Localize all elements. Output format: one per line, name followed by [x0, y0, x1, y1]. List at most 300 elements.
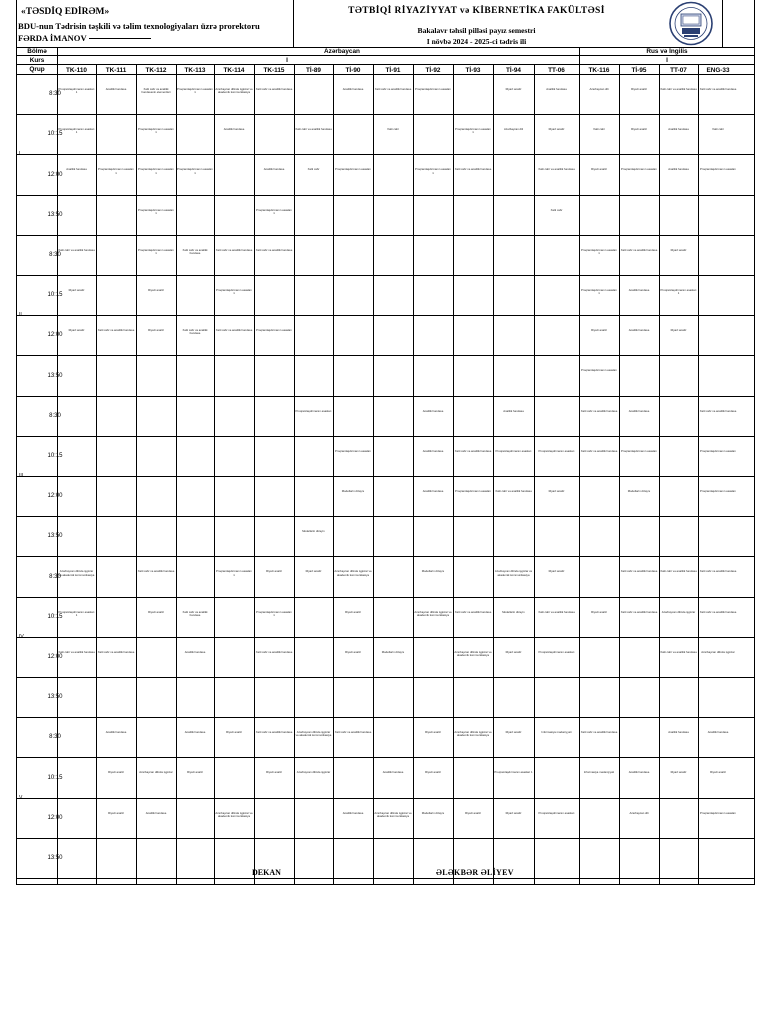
class-subject: Analitik həndəsə [628, 771, 650, 775]
column-divider [373, 65, 374, 884]
class-subject: Analitik həndəsə [628, 289, 650, 292]
class-entry [660, 771, 697, 785]
column-divider [534, 65, 535, 884]
class-subject: Analitik həndəsə [668, 731, 689, 735]
column-divider [413, 65, 414, 884]
study-term: I növbə 2024 - 2025-ci tədris ili [426, 37, 527, 46]
class-subject: Xətti cəbr və analitik həndəsə [182, 610, 208, 617]
class-subject: Xətti cəbr [387, 128, 399, 132]
class-entry [699, 490, 737, 504]
day-label: II [19, 312, 22, 319]
class-entry [137, 168, 175, 182]
class-subject: Proqramlaşdırmanın əsasları 1 [216, 570, 252, 577]
class-subject: Proqramlaşdırmanın əsasları [295, 409, 332, 413]
class-entry [414, 168, 452, 182]
class-subject: Azərbaycan dilində işgüzar və akademik kommunikasiya [215, 811, 253, 818]
class-entry [660, 168, 697, 182]
class-entry [454, 651, 492, 665]
class-subject: Riyazi analiz [548, 128, 565, 132]
class-subject: Proqramlaşdırmanın əsasları [538, 449, 575, 453]
class-entry [494, 410, 533, 424]
class-subject: Riyazi analiz [670, 329, 687, 333]
class-subject: Proqramlaşdırmanın əsasları 1 [415, 168, 451, 175]
class-entry [58, 570, 95, 584]
class-subject: Azərbaycan dilində işgüzar və akademik kommunikasiya [215, 88, 253, 95]
class-subject: Proqramlaşdırmanın əsasları 1 [455, 128, 491, 135]
class-subject: Modellərin dizaynı [341, 490, 365, 493]
class-subject: Proqramlaşdırmanın əsasları [700, 168, 736, 172]
class-entry [620, 128, 658, 142]
class-subject: Azərbaycan dilində işgüzar [139, 771, 173, 775]
class-subject: Riyazi analiz [425, 731, 441, 735]
class-subject: Proqramlaşdırmanın əsasları [700, 811, 736, 815]
column-divider [333, 65, 334, 884]
class-subject: Azərbaycan dilində işgüzar [701, 650, 735, 654]
class-subject: Analitik həndəsə [66, 168, 87, 172]
class-entry [620, 410, 658, 424]
time-label: 12:00 [47, 493, 63, 500]
class-subject: Analitik həndəsə [628, 329, 650, 333]
class-entry [177, 168, 213, 182]
class-entry [454, 611, 492, 625]
class-entry [620, 88, 658, 102]
class-entry [535, 88, 578, 102]
class-entry [414, 570, 452, 584]
class-entry [374, 812, 412, 826]
class-entry [255, 731, 293, 745]
section-label: Bölmə [27, 48, 47, 55]
class-subject: Azərbaycan dilində işgüzar və akademik kommunikasiya [494, 570, 533, 577]
class-entry [334, 611, 372, 625]
class-subject: Xətti cəbr və analitik həndəsə [137, 570, 175, 574]
approval-block [17, 0, 294, 47]
class-subject: Azərbaycan dili [589, 88, 609, 91]
class-entry [97, 88, 135, 102]
class-subject: Xətti cəbr və analitik həndəsə [580, 449, 618, 453]
time-label: 13:50 [47, 533, 63, 540]
class-entry [454, 812, 492, 826]
group-row [17, 65, 754, 75]
time-label: 13:50 [47, 211, 63, 218]
class-entry [215, 249, 253, 263]
course-row [17, 56, 754, 65]
class-entry [255, 651, 293, 665]
class-entry [580, 88, 618, 102]
class-subject: Riyazi analiz [68, 329, 85, 333]
class-entry [97, 812, 135, 826]
class-subject: Xətti cəbr və analitik həndəsə [699, 409, 737, 413]
class-entry [535, 168, 578, 182]
class-entry [494, 490, 533, 504]
class-entry [97, 168, 135, 182]
time-label: 12:00 [47, 332, 63, 339]
class-subject: Riyazi analiz [465, 811, 481, 815]
class-subject: Analitik həndəsə [223, 128, 245, 132]
class-entry [414, 611, 452, 625]
class-entry [580, 128, 618, 142]
class-entry [58, 88, 95, 102]
class-entry [255, 249, 293, 263]
class-entry [374, 771, 412, 785]
class-subject: Xətti cəbr və analitik həndəsə [182, 329, 208, 336]
class-entry [535, 812, 578, 826]
class-entry [699, 410, 737, 424]
class-subject: Proqramlaşdırmanın əsasları [700, 490, 736, 493]
class-subject: Riyazi analiz [266, 570, 282, 574]
class-subject: Riyazi analiz [631, 88, 647, 91]
class-entry [660, 289, 697, 303]
class-subject: Azərbaycan dilində işgüzar və akademik kommunikasiya [414, 610, 452, 617]
class-entry [580, 329, 618, 343]
class-entry [414, 812, 452, 826]
class-entry [215, 731, 253, 745]
class-subject: Analitik həndəsə [668, 128, 689, 132]
time-label: 10:15 [47, 613, 63, 620]
class-entry [334, 88, 372, 102]
column-divider [294, 65, 295, 884]
class-entry [58, 249, 95, 263]
class-entry [414, 410, 452, 424]
class-entry [699, 128, 737, 142]
approval-title: «TƏSDİQ EDİRƏM» [21, 7, 110, 17]
time-label: 12:00 [47, 653, 63, 660]
class-subject: Xətti cəbr və analitik həndəsə [182, 248, 208, 256]
class-entry [535, 731, 578, 745]
column-divider [254, 65, 255, 884]
class-subject: Azərbaycan dilində işgüzar və akademik kommunikasiya [454, 731, 492, 738]
class-subject: Informasiya mədəniyyəti [583, 771, 615, 775]
class-entry [699, 450, 737, 464]
class-entry [620, 450, 658, 464]
class-entry [620, 812, 658, 826]
class-subject: Analitik həndəsə [707, 731, 729, 735]
class-entry [620, 570, 658, 584]
class-entry [414, 88, 452, 102]
class-entry [699, 651, 737, 665]
az-section-label: Azərbaycan [324, 48, 360, 55]
class-entry [660, 88, 697, 102]
class-subject: Riyazi analiz [68, 289, 85, 292]
class-subject: Xətti cəbr və analitik həndəsə [97, 329, 135, 333]
class-subject: Proqramlaşdırmanın əsasları 1 [177, 168, 213, 175]
class-subject: Xətti cəbr və analitik həndəsə [538, 168, 575, 172]
document-header [16, 0, 755, 48]
class-subject: Proqramlaşdırmanın əsasları 1 [581, 289, 617, 296]
class-entry [494, 731, 533, 745]
class-entry [137, 771, 175, 785]
class-subject: Xətti cəbr və analitik həndəsənin elementləri [141, 88, 171, 95]
class-entry [620, 329, 658, 343]
class-entry [699, 570, 737, 584]
class-subject: Proqramlaşdırmanın əsasları [538, 811, 575, 815]
class-entry [535, 570, 578, 584]
class-entry [374, 88, 412, 102]
class-entry [177, 611, 213, 625]
class-subject: Xətti cəbr və analitik həndəsə [660, 650, 697, 654]
class-subject: Proqramlaşdırmanın əsasları 1 [138, 248, 174, 256]
class-subject: Riyazi analiz [548, 570, 565, 574]
class-entry [699, 812, 737, 826]
class-entry [414, 490, 452, 504]
class-subject: Riyazi analiz [505, 88, 522, 91]
class-entry [699, 168, 737, 182]
class-entry [255, 771, 293, 785]
class-entry [494, 450, 533, 464]
class-entry [660, 249, 697, 263]
class-entry [414, 450, 452, 464]
class-entry [255, 570, 293, 584]
class-entry [580, 369, 618, 383]
ru-section-label: Rus və İngilis [646, 48, 688, 55]
class-subject: Proqramlaşdırmanın əsasları [256, 329, 292, 333]
signature-footer [16, 864, 753, 884]
class-entry [137, 289, 175, 303]
class-entry [215, 812, 253, 826]
header-right-cell [722, 0, 755, 47]
class-entry [137, 812, 175, 826]
class-entry [295, 570, 332, 584]
class-entry [255, 209, 293, 223]
class-subject: Riyazi analiz [425, 771, 441, 775]
class-subject: Xətti cəbr və analitik həndəsə [660, 88, 697, 91]
class-entry [177, 651, 213, 665]
class-entry [97, 771, 135, 785]
class-entry [137, 611, 175, 625]
class-subject: Riyazi analiz [305, 570, 322, 574]
class-subject: Proqramlaşdırmanın əsasları 1 [138, 168, 174, 175]
class-entry [58, 168, 95, 182]
time-label: 10:15 [47, 292, 63, 299]
class-entry [215, 329, 253, 343]
class-entry [58, 128, 95, 142]
dean-title: DEKAN [252, 868, 281, 877]
class-subject: Xətti cəbr və analitik həndəsə [699, 88, 737, 91]
class-subject: Azərbaycan dilində işgüzar [296, 771, 331, 775]
class-entry [334, 570, 372, 584]
class-entry [580, 611, 618, 625]
class-entry [295, 410, 332, 424]
class-subject: Xətti cəbr və analitik həndəsə [454, 168, 492, 172]
class-subject: Xətti cəbr və analitik həndəsə [620, 248, 658, 252]
column-divider [176, 65, 177, 884]
group-header: TT-07 [670, 67, 687, 74]
class-subject: Proqramlaşdırmanın əsasları [581, 369, 617, 373]
class-entry [414, 771, 452, 785]
class-entry [494, 128, 533, 142]
class-subject: Analitik həndəsə [422, 409, 444, 413]
column-divider [493, 65, 494, 884]
time-label: 8:30 [49, 251, 61, 258]
course-label: Kurs [29, 57, 45, 64]
class-subject: Xətti cəbr və analitik həndəsə [620, 570, 658, 574]
class-entry [580, 771, 618, 785]
time-label: 10:15 [47, 452, 63, 459]
faculty-name: TƏTBİQİ RİYAZİYYAT və KİBERNETİKA FAKÜLTƏSİ [348, 6, 605, 16]
class-entry [177, 88, 213, 102]
class-entry [620, 771, 658, 785]
group-header: Tİ-89 [306, 67, 321, 74]
class-entry [58, 651, 95, 665]
class-subject: Xətti cəbr və analitik həndəsə [495, 490, 532, 493]
class-entry [295, 771, 332, 785]
class-subject: Riyazi analiz [505, 650, 522, 654]
class-entry [580, 450, 618, 464]
class-subject: Riyazi analiz [148, 610, 164, 614]
class-subject: Proqramlaşdırmanın əsasları 1 [177, 88, 213, 95]
class-subject: Azərbaycan dilində işgüzar və akademik kommunikasiya [58, 570, 95, 577]
class-subject: Riyazi analiz [108, 771, 124, 775]
class-subject: Xətti cəbr [593, 128, 605, 132]
class-entry [334, 651, 372, 665]
class-subject: Analitik həndəsə [342, 811, 364, 815]
class-subject: Azərbaycan dilində işgüzar və akademik kommunikasiya [374, 811, 412, 818]
time-label: 8:30 [49, 91, 61, 98]
class-subject: Riyazi analiz [548, 490, 565, 493]
class-entry [334, 168, 372, 182]
timetable-body [17, 75, 754, 864]
group-header: TK-110 [66, 67, 87, 74]
class-entry [295, 128, 332, 142]
class-entry [660, 611, 697, 625]
class-subject: Riyazi analiz [505, 731, 522, 735]
class-entry [494, 771, 533, 785]
class-subject: Proqramlaşdırmanın əsasları 1 [660, 289, 697, 296]
group-header: Tİ-95 [631, 67, 647, 74]
class-entry [137, 249, 175, 263]
class-subject: Proqramlaşdırmanın əsasları 1 [494, 771, 533, 775]
class-entry [454, 128, 492, 142]
class-subject: Proqramlaşdırmanın əsasları 1 [58, 88, 95, 95]
time-label: 8:30 [49, 573, 61, 580]
university-logo-icon [660, 0, 722, 47]
class-entry [334, 812, 372, 826]
class-entry [177, 329, 213, 343]
day-label: V [19, 794, 23, 801]
class-subject: Riyazi analiz [670, 771, 687, 775]
class-entry [620, 289, 658, 303]
class-subject: Riyazi analiz [631, 128, 647, 132]
class-entry [255, 88, 293, 102]
day-label: IV [19, 633, 24, 640]
class-subject: Proqramlaşdırmanın əsasları [538, 650, 575, 654]
class-entry [620, 490, 658, 504]
class-subject: Analitik həndəsə [628, 409, 650, 413]
time-label: 8:30 [49, 412, 61, 419]
class-entry [494, 611, 533, 625]
class-entry [699, 611, 737, 625]
class-entry [137, 88, 175, 102]
class-entry [177, 249, 213, 263]
class-subject: Modellərin dizaynı [421, 811, 445, 815]
class-subject: Riyazi analiz [108, 811, 124, 815]
class-entry [374, 128, 412, 142]
class-subject: Xətti cəbr və analitik həndəsə [255, 650, 293, 654]
class-subject: Xətti cəbr və analitik həndəsə [699, 570, 737, 574]
class-subject: Proqramlaşdırmanın əsasları 1 [256, 208, 292, 215]
class-entry [177, 731, 213, 745]
class-subject: Proqramlaşdırmanın əsasları [621, 168, 657, 172]
time-slot-row [17, 517, 754, 557]
class-subject: Analitik həndəsə [422, 490, 444, 493]
day-label: III [19, 473, 24, 479]
class-subject: Xətti cəbr və analitik həndəsə [215, 248, 253, 252]
class-subject: Informasiya mədəniyyəti [541, 731, 572, 735]
class-subject: Analitik həndəsə [105, 731, 127, 735]
timetable-grid [16, 47, 755, 885]
group-header: Tİ-94 [506, 67, 521, 74]
class-entry [535, 611, 578, 625]
class-subject: Riyazi analiz [187, 771, 203, 775]
class-entry [454, 168, 492, 182]
class-entry [58, 611, 95, 625]
class-subject: Proqramlaşdırmanın əsasları [495, 449, 532, 453]
class-entry [535, 209, 578, 223]
class-entry [215, 128, 253, 142]
group-header: Tİ-92 [425, 67, 441, 74]
class-entry [660, 731, 697, 745]
class-subject: Analitik həndəsə [503, 409, 524, 413]
column-divider [57, 47, 58, 884]
class-subject: Modellərin dizaynı [421, 570, 445, 574]
class-subject: Xətti cəbr və analitik həndəsə [295, 128, 332, 132]
class-subject: Analitik həndəsə [184, 731, 206, 735]
class-subject: Xətti cəbr və analitik həndəsə [255, 88, 293, 91]
class-entry [535, 128, 578, 142]
class-subject: Azərbaycan dili [504, 128, 523, 132]
class-subject: Modellərin dizaynı [302, 530, 325, 534]
class-subject: Xətti cəbr və analitik həndəsə [58, 248, 95, 252]
class-subject: Azərbaycan dilində işgüzar və akademik kommunikasiya [334, 570, 372, 577]
class-subject: Xətti cəbr və analitik həndəsə [620, 610, 658, 614]
ru-course-value: I [666, 57, 668, 64]
class-subject: Xətti cəbr və analitik həndəsə [580, 409, 618, 413]
class-entry [454, 490, 492, 504]
class-subject: Proqramlaşdırmanın əsasları [700, 449, 736, 453]
class-entry [580, 289, 618, 303]
class-subject: Proqramlaşdırmanın əsasları 1 [138, 128, 174, 135]
time-slot-row [17, 196, 754, 236]
class-entry [580, 410, 618, 424]
class-entry [255, 611, 293, 625]
class-subject: Proqramlaşdırmanın əsasları [335, 449, 371, 453]
class-entry [295, 168, 332, 182]
class-entry [97, 329, 135, 343]
column-divider [659, 65, 660, 884]
group-header: TK-116 [588, 67, 610, 74]
class-subject: Xətti cəbr və analitik həndəsə [255, 248, 293, 252]
class-subject: Xətti cəbr və analitik həndəsə [58, 650, 95, 654]
section-row [17, 47, 754, 56]
time-label: 13:50 [47, 372, 63, 379]
class-entry [137, 329, 175, 343]
faculty-block [294, 0, 659, 47]
class-subject: Xətti cəbr və analitik həndəsə [580, 731, 618, 735]
group-header: Tİ-90 [345, 67, 361, 74]
group-header: TK-115 [263, 67, 285, 74]
prorector-title: BDU-nun Tədrisin təşkili və təlim texnologiyaları üzrə prorektoru [18, 21, 260, 31]
class-entry [295, 731, 332, 745]
class-subject: Xətti cəbr və analitik həndəsə [334, 731, 372, 735]
group-header: TK-113 [184, 67, 206, 74]
dean-name: ƏLƏKBƏR ƏLİYEV [436, 868, 514, 877]
class-entry [620, 168, 658, 182]
class-entry [620, 611, 658, 625]
day-label: I [19, 151, 21, 158]
class-entry [334, 450, 372, 464]
class-subject: Riyazi analiz [670, 248, 687, 252]
class-subject: Xətti cəbr [307, 168, 320, 172]
prorector-name: FƏRDA İMANOV [18, 33, 87, 43]
